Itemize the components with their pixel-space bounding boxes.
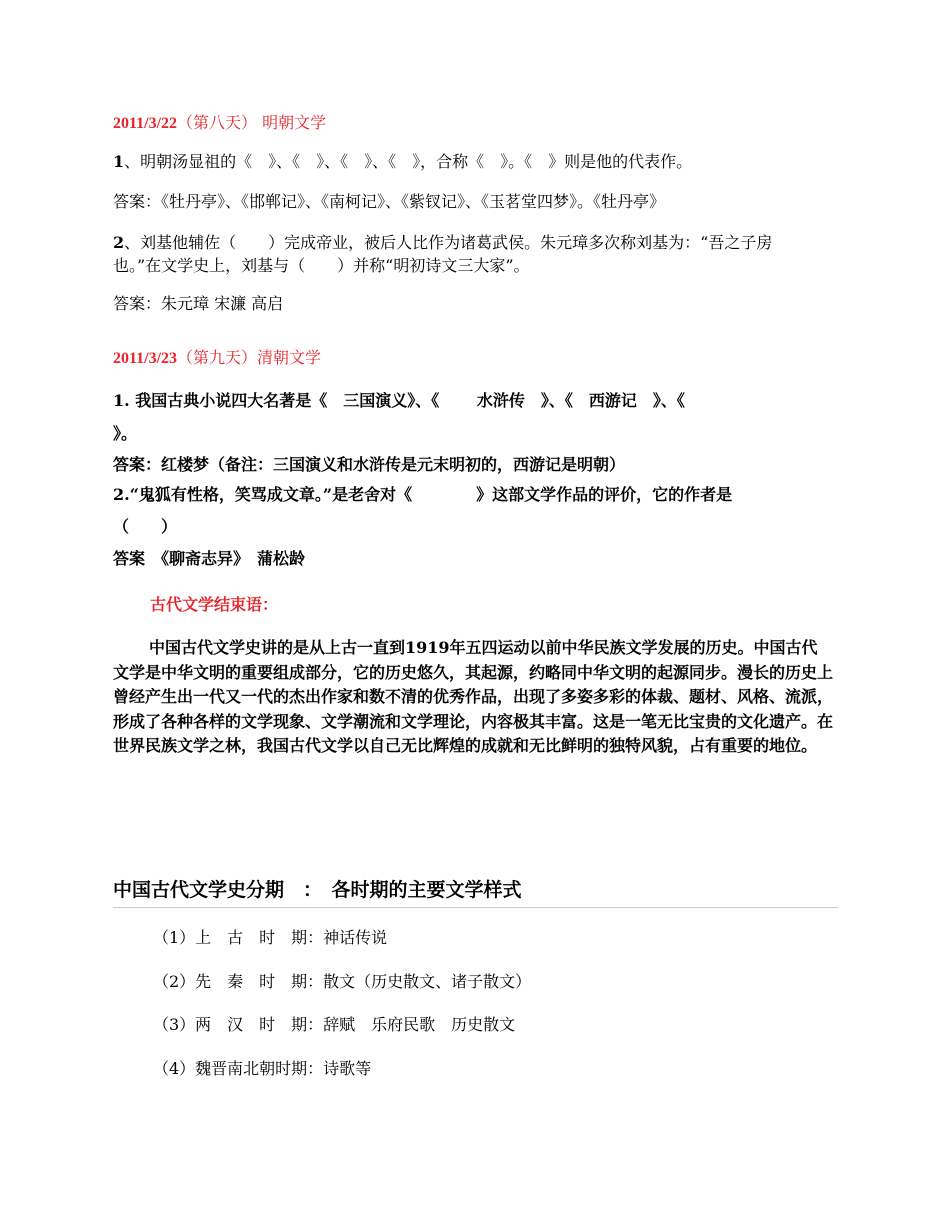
question-text: 、明朝汤显祖的《 》、《 》、《 》、《 》，合称《 》。《 》则是他的代表作。 bbox=[124, 152, 693, 171]
section2-date: 2011/3/23 bbox=[113, 350, 178, 367]
section1-answer-2: 答案：朱元璋 宋濂 高启 bbox=[113, 294, 284, 313]
section2-question-1-line2: 》。 bbox=[113, 424, 138, 443]
question-number: 1 bbox=[113, 152, 125, 171]
section1-question-1 bbox=[113, 152, 692, 172]
section2-answer-2: 答案 《聊斋志异》 蒲松龄 bbox=[113, 549, 306, 568]
question-text: 、刘基他辅佐（ ）完成帝业，被后人比作为诸葛武侯。朱元璋多次称刘基为：“吾之子房 bbox=[124, 233, 773, 252]
closing-paragraph: 中国古代文学史讲的是从上古一直到1919年五四运动以前中华民族文学发展的历史。中国古代文学是中华文明的重要组成部分，它的历史悠久，其起源，约略同中华文明的起源同步。漫长的历史上曾经产生出一代又一代的杰出作家和数不清的优秀作品，出现了多姿多彩的体裁、题材、风格、流派，形成了各种各样的文学现象、文学潮流和文学理论，内容极其丰富。这是一笔无比宝贵的文化遗产。在世界民族文学之林，我国古代文学以自己无比辉煌的成就和无比鲜明的独特风貌，占有重要的地位。 bbox=[113, 638, 834, 755]
section2-heading-text: （第九天）清朝文学 bbox=[177, 348, 322, 367]
section1-answer-1: 答案：《牡丹亭》、《邯郸记》、《南柯记》、《紫钗记》、《玉茗堂四梦》。《牡丹亭》 bbox=[113, 192, 666, 211]
section1-question-2-line1 bbox=[113, 233, 772, 253]
period-item: （3）两 汉 时 期：辞赋 乐府民歌 历史散文 bbox=[153, 1015, 516, 1034]
periods-title: 中国古代文学史分期 ： 各时期的主要文学样式 bbox=[113, 879, 522, 901]
section2-question-2-line2: （ ） bbox=[113, 517, 178, 536]
section1-heading bbox=[113, 113, 326, 134]
question-number: 2 bbox=[113, 233, 125, 252]
section1-question-2-line2: 也。”在文学史上，刘基与（ ）并称“明初诗文三大家”。 bbox=[113, 256, 530, 275]
section1-date: 2011/3/22 bbox=[113, 115, 178, 132]
closing-title: 古代文学结束语： bbox=[150, 595, 279, 614]
section2-answer-1: 答案：红楼梦（备注：三国演义和水浒传是元末明初的，西游记是明朝） bbox=[113, 455, 626, 474]
section1-heading-text: （第八天） 明朝文学 bbox=[177, 113, 327, 132]
section2-question-2-line1: 2.“鬼狐有性格，笑骂成文章。”是老舍对《 》这部文学作品的评价，它的作者是 bbox=[113, 485, 733, 504]
period-item: （4）魏晋南北朝时期：诗歌等 bbox=[153, 1059, 372, 1078]
section2-heading bbox=[113, 348, 321, 369]
title-divider bbox=[113, 907, 838, 908]
section2-question-1-line1: 1. 我国古典小说四大名著是《 三国演义》、《 水浒传 》、《 西游记 》、《 bbox=[113, 391, 685, 410]
period-item: （2）先 秦 时 期：散文（历史散文、诸子散文） bbox=[153, 972, 532, 991]
period-item: （1）上 古 时 期：神话传说 bbox=[153, 928, 388, 947]
